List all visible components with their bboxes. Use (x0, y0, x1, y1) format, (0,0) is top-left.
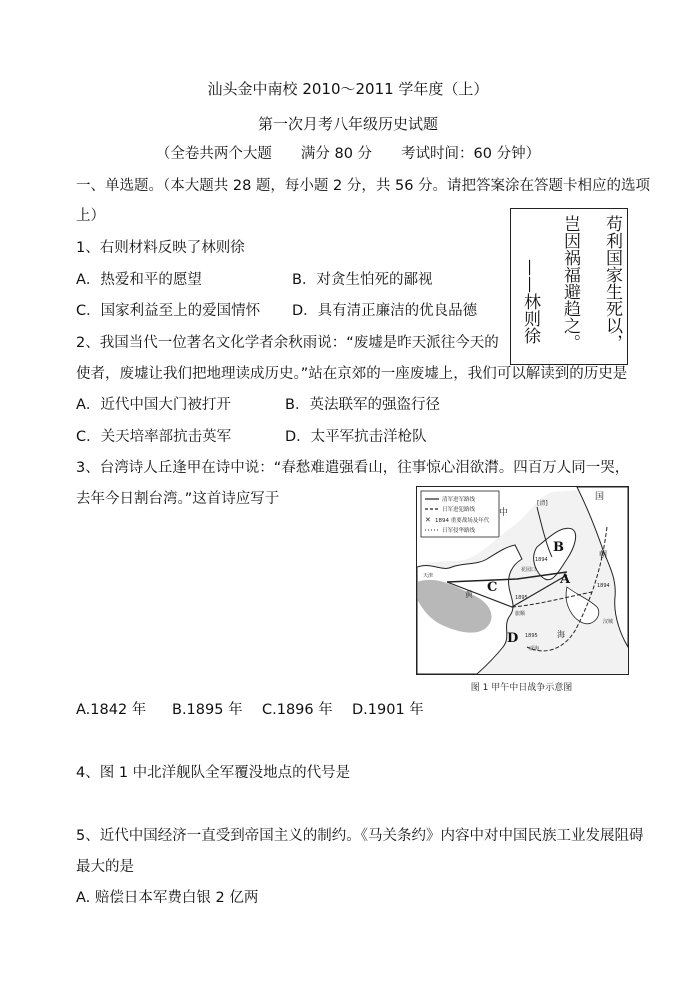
question-3-option-b: B.1895 年 (172, 702, 243, 718)
question-3-stem-line-2: 去年今日割台湾。”这首诗应写于 (76, 491, 280, 507)
map-label-huayuankou: 花园口 (521, 567, 537, 573)
question-2-stem-line-1: 2、我国当代一位著名文化学者余秋雨说：“废墟是昨天派往今天的 (76, 335, 499, 351)
map-label-year-1: 1894 (535, 557, 548, 563)
section-heading-continued: 上） (76, 208, 105, 224)
map-label-c: C (487, 580, 498, 595)
question-5-stem-line-2: 最大的是 (76, 859, 134, 875)
map-label-tianjin: 天津 (423, 573, 434, 579)
map-label-d: D (507, 631, 519, 646)
question-2-option-a: A．近代中国大门被打开 (76, 397, 231, 413)
question-5-stem-line-1: 5、近代中国经济一直受到帝国主义的制约。《马关条约》内容中对中国民族工业发展阻碍 (76, 828, 644, 844)
question-1-option-a: A．热爱和平的愿望 (76, 272, 202, 288)
exam-title: 第一次月考八年级历史试题 (257, 115, 438, 133)
map-label-a: A (560, 572, 571, 587)
map-label-year-4: 1895 (525, 633, 538, 639)
sino-japanese-war-map (416, 486, 629, 675)
exam-info: （全卷共两个大题 满分 80 分 考试时间：60 分钟） (155, 146, 541, 162)
section-heading: 一、单选题。（本大题共 28 题，每小题 2 分，共 56 分。请把答案涂在答题卡相应的选项 (76, 178, 651, 194)
exam-school-title: 汕头金中南校 2010～2011 学年度（上） (207, 80, 489, 98)
question-1-option-c: C．国家利益至上的爱国情怀 (76, 303, 261, 319)
map-label-korea: 国 (595, 492, 605, 502)
question-1-option-b: B．对贪生怕死的鄙视 (292, 272, 433, 288)
question-3-option-d: D.1901 年 (352, 702, 424, 718)
map-label-chao: 朝 (599, 550, 607, 559)
legend-text-2: 日军进犯路线 (442, 507, 476, 513)
legend-x-mark: ✕ (425, 516, 431, 524)
question-2-option-b: B．英法联军的强盗行径 (285, 397, 440, 413)
quote-box (510, 208, 628, 365)
question-2-option-d: D．太平军抗击洋枪队 (285, 429, 427, 445)
question-5-option-a: A. 赔偿日本军费白银 2 亿两 (76, 890, 259, 906)
question-3-option-c: C.1896 年 (262, 702, 333, 718)
map-label-lushun: 旅顺 (515, 611, 526, 617)
map-label-year-3: 1895 (515, 595, 528, 601)
question-2-stem-line-2: 使者，废墟让我们把地理读成历史。”站在京郊的一座废墟上，我们可以解读到的历史是 (76, 366, 628, 382)
map-label-b: B (553, 540, 564, 555)
map-label-qing: [清] (537, 500, 548, 507)
question-4-stem: 4、图 1 中北洋舰队全军覆没地点的代号是 (76, 765, 351, 781)
map-label-year-2: 1894 (597, 583, 610, 589)
question-1-option-d: D．具有清正廉洁的优良品德 (292, 303, 478, 319)
map-caption: 图 1 甲午中日战争示意图 (470, 683, 573, 693)
legend-text-3: 1894 重要战场及年代 (435, 518, 490, 524)
quote-line-1: 苟利国家生死以， (602, 215, 622, 351)
map-label-hancheng: 汉城 (603, 619, 614, 625)
quote-author: ——林则徐 (520, 259, 540, 344)
legend-text-1: 清军进军路线 (442, 497, 476, 503)
legend-text-4: 日军侵华路线 (442, 528, 476, 534)
question-3-option-a: A.1842 年 (76, 702, 147, 718)
question-2-option-c: C．关天培率部抗击英军 (76, 429, 232, 445)
quote-line-2: 岂因祸福避趋之。 (560, 215, 580, 351)
map-label-weihai: 威海 (529, 646, 540, 652)
question-3-stem-line-1: 3、台湾诗人丘逢甲在诗中说：“春愁难遣强看山，往事惊心泪欲潸。四百万人同一哭， (76, 460, 630, 476)
map-label-hai: 海 (557, 630, 565, 639)
question-1-stem: 1、右则材料反映了林则徐 (76, 240, 245, 256)
map-graphic (417, 487, 628, 674)
map-label-huang: 黄 (465, 590, 473, 599)
map-label-china: 中 (499, 508, 509, 518)
